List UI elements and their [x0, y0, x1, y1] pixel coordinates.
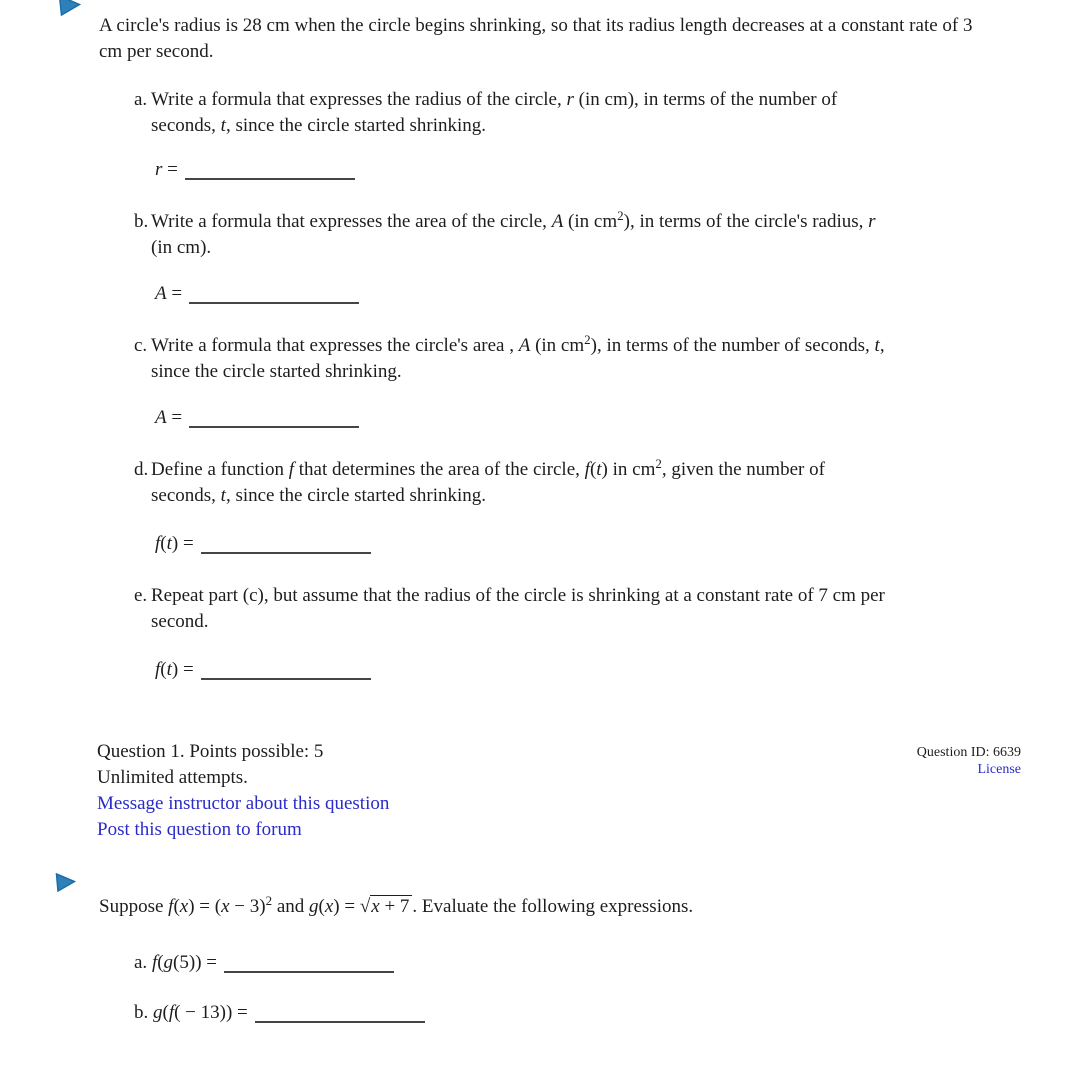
question1-part-c	[134, 332, 1026, 385]
superscript: 2	[655, 456, 662, 471]
text-run: =	[166, 407, 183, 428]
text-run: Write a formula that expresses the area of the circle,	[151, 211, 552, 232]
superscript: 2	[617, 208, 624, 223]
question-id-block	[917, 739, 1021, 778]
part-label: d.	[134, 459, 149, 480]
math-var: t	[596, 459, 602, 480]
question1-part-b	[134, 208, 1026, 261]
text-run: (	[160, 533, 167, 554]
math-var: x	[221, 896, 230, 917]
text-run: Define a function	[151, 459, 289, 480]
math-var: A	[551, 211, 564, 232]
answer-blank	[189, 292, 359, 304]
radical-sign: √	[359, 896, 371, 917]
part-label: b.	[134, 211, 149, 232]
math-var: x	[371, 896, 380, 917]
answer-blank	[185, 168, 355, 180]
text-run: (in cm), in terms of the number of	[573, 89, 838, 110]
text-run: Write a formula that expresses the circle's area ,	[151, 335, 519, 356]
question-meta	[97, 739, 389, 843]
question1-footer	[97, 739, 1021, 843]
answer-blank	[201, 542, 371, 554]
text-run: ) =	[171, 659, 194, 680]
text-run: (5)) =	[173, 952, 217, 973]
text-run: + 7	[379, 896, 410, 917]
text-run: (	[318, 896, 325, 917]
superscript: 2	[265, 893, 273, 908]
text-run: seconds,	[151, 115, 221, 136]
text-run: =	[166, 283, 183, 304]
part-text-line	[151, 87, 1026, 113]
math-var: f	[288, 459, 294, 480]
question-id: Question ID: 6639	[916, 745, 1021, 760]
part-label: c.	[134, 335, 148, 356]
superscript: 2	[584, 332, 591, 347]
math-var: r	[868, 211, 876, 232]
text-run: ), in terms of the circle's radius,	[623, 211, 869, 232]
text-run: second.	[151, 611, 209, 632]
answer-blank	[189, 416, 359, 428]
math-var: t	[874, 335, 880, 356]
math-var: r	[566, 89, 574, 110]
text-run: ( − 13)) =	[174, 1002, 248, 1023]
math-var: f	[168, 1002, 175, 1023]
part-text-line	[151, 359, 1026, 385]
radicand	[370, 895, 412, 917]
math-var: t	[166, 533, 172, 554]
part-text-line	[151, 609, 1026, 635]
play-triangle-icon	[55, 873, 76, 892]
part-text-line	[151, 457, 1026, 483]
question2-block	[0, 892, 1066, 1026]
part-text-line	[151, 235, 1026, 261]
part-label: e.	[134, 585, 148, 606]
math-var: t	[166, 659, 172, 680]
math-var: g	[163, 952, 174, 973]
question1-part-e	[134, 583, 1026, 635]
math-var: A	[155, 283, 167, 304]
text-run: (in cm	[530, 335, 585, 356]
question-points-info: Question 1. Points possible: 5	[97, 741, 324, 762]
part-text-line	[151, 483, 1026, 509]
question1-part-d	[134, 456, 1026, 509]
question1-part-a	[134, 87, 1026, 139]
text-run: ) = (	[188, 896, 222, 917]
answer-line-d	[155, 531, 1066, 557]
question2-part-b	[134, 1000, 1066, 1026]
part-label: a.	[134, 952, 148, 973]
text-run: ) =	[333, 896, 360, 917]
text-run: (	[160, 659, 167, 680]
part-text-line	[151, 583, 1026, 609]
text-run: ) =	[171, 533, 194, 554]
question2-part-a	[134, 950, 1066, 976]
math-var: t	[220, 115, 226, 136]
math-var: g	[153, 1002, 163, 1023]
text-run: since the circle started shrinking.	[151, 361, 402, 382]
text-run: ,	[879, 335, 885, 356]
math-var: r	[155, 159, 163, 180]
question2-prompt	[99, 892, 1066, 922]
text-run: Write a formula that expresses the radius of the circle,	[151, 89, 567, 110]
text-run: . Evaluate the following expressions.	[412, 896, 694, 917]
math-var: f	[155, 533, 161, 554]
math-var: f	[151, 952, 158, 973]
play-triangle-icon	[58, 0, 81, 16]
answer-blank	[224, 961, 394, 973]
answer-line-e	[155, 657, 1066, 683]
part-text-line	[151, 333, 1026, 359]
post-to-forum-link[interactable]: Post this question to forum	[97, 819, 302, 840]
text-run: Suppose	[99, 896, 169, 917]
math-var: f	[155, 659, 161, 680]
text-run: and	[272, 896, 309, 917]
text-run: (	[162, 1002, 169, 1023]
math-var: A	[155, 407, 167, 428]
math-var: g	[309, 896, 319, 917]
math-var: x	[324, 896, 334, 917]
text-run: Repeat part (c), but assume that the radius of the circle is shrinking at a constant rate of 7 cm per	[151, 585, 885, 606]
part-text-line	[151, 209, 1026, 235]
answer-line-c	[155, 405, 1066, 431]
question1-intro	[99, 13, 996, 65]
answer-blank	[201, 668, 371, 680]
text-run: , since the circle started shrinking.	[225, 115, 487, 136]
text-run: (	[157, 952, 164, 973]
answer-line-a	[155, 157, 1066, 183]
license-link[interactable]: License	[977, 762, 1021, 777]
question1-marker-icon[interactable]	[58, 0, 81, 24]
math-var: f	[584, 459, 590, 480]
math-var: f	[168, 896, 174, 917]
text-run: (	[589, 459, 597, 480]
text-run: seconds,	[151, 485, 221, 506]
answer-blank	[255, 1011, 425, 1023]
math-var: A	[518, 335, 531, 356]
text-run: (in cm).	[151, 237, 212, 258]
math-var: t	[220, 485, 226, 506]
message-instructor-link[interactable]: Message instructor about this question	[97, 793, 390, 814]
text-run: ), in terms of the number of seconds,	[590, 335, 875, 356]
text-run: , since the circle started shrinking.	[225, 485, 487, 506]
question2-marker-icon[interactable]	[55, 873, 76, 900]
text-run: =	[162, 159, 178, 180]
math-var: x	[179, 896, 189, 917]
text-run: − 3)	[229, 896, 266, 917]
text-run: (in cm	[563, 211, 618, 232]
part-text-line	[151, 113, 1026, 139]
attempts-info: Unlimited attempts.	[97, 767, 248, 788]
answer-line-b	[155, 281, 1066, 307]
part-label: b.	[134, 1002, 149, 1023]
text-run: that determines the area of the circle,	[293, 459, 585, 480]
text-run: ) in cm	[601, 459, 656, 480]
part-label: a.	[134, 89, 148, 110]
text-run: A circle's radius is 28 cm when the circle begins shrinking, so that its radius length decreases at a constant rate of 3 cm per second.	[99, 15, 973, 62]
text-run: , given the number of	[661, 459, 825, 480]
text-run: (	[173, 896, 180, 917]
